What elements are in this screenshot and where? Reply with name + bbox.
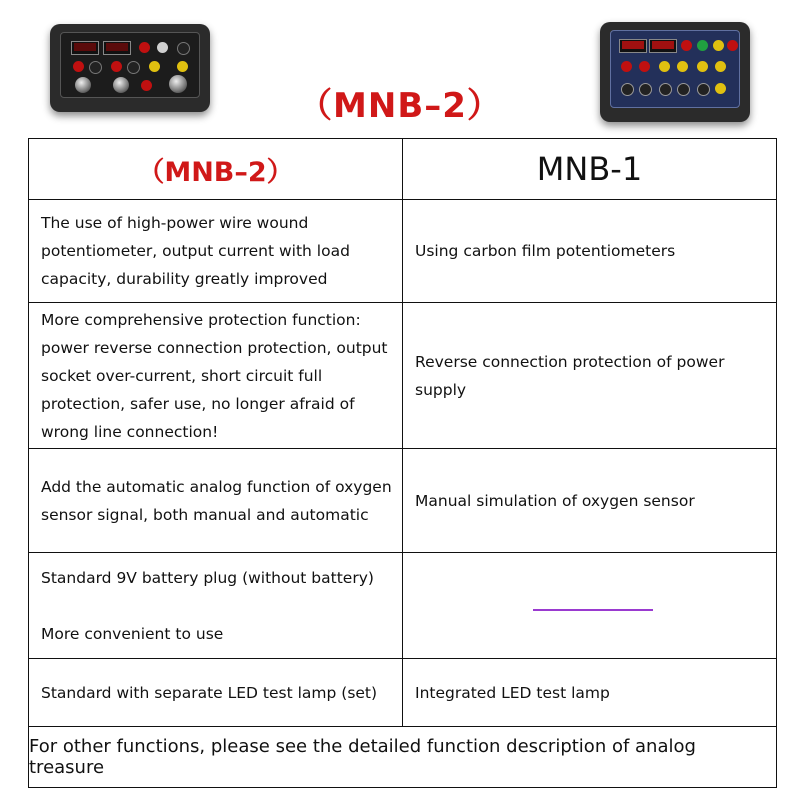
header-mnb2: （MNB–2）: [29, 139, 403, 200]
table-row: [29, 303, 777, 449]
comparison-table: [28, 138, 777, 727]
row3-mnb2-cell: Add the automatic analog function of oxygen sensor signal, both manual and automatic: [29, 449, 403, 553]
row5-mnb1-cell: Integrated LED test lamp: [403, 659, 777, 727]
table-row: [29, 553, 777, 659]
row5-mnb2-cell: Standard with separate LED test lamp (set): [29, 659, 403, 727]
empty-dash-mark: [533, 609, 653, 611]
row2-mnb2-cell: More comprehensive protection function: power reverse connection protection, output socket over-current, short circuit full protection, safer use, no longer afraid of wrong line connection!: [29, 303, 403, 449]
footer-note: [28, 726, 777, 788]
row4-mnb2-line2: More convenient to use: [41, 624, 224, 643]
row1-mnb1-cell: Using carbon film potentiometers: [403, 200, 777, 303]
footer-text: For other functions, please see the detailed function description of analog treasure: [29, 735, 696, 778]
table-row: [29, 659, 777, 727]
row4-mnb2-line1: Standard 9V battery plug (without battery): [41, 568, 374, 587]
page-title: （MNB–2）: [298, 86, 502, 126]
row4-mnb1-cell: [403, 553, 777, 659]
header-mnb1: MNB-1: [403, 139, 777, 200]
table-header-row: [29, 139, 777, 200]
table-row: [29, 200, 777, 303]
row2-mnb1-cell: Reverse connection protection of power supply: [403, 303, 777, 449]
table-row: [29, 449, 777, 553]
row3-mnb1-cell: Manual simulation of oxygen sensor: [403, 449, 777, 553]
row4-mnb2-cell: [29, 553, 403, 659]
row1-mnb2-cell: The use of high-power wire wound potentiometer, output current with load capacity, durability greatly improved: [29, 200, 403, 303]
